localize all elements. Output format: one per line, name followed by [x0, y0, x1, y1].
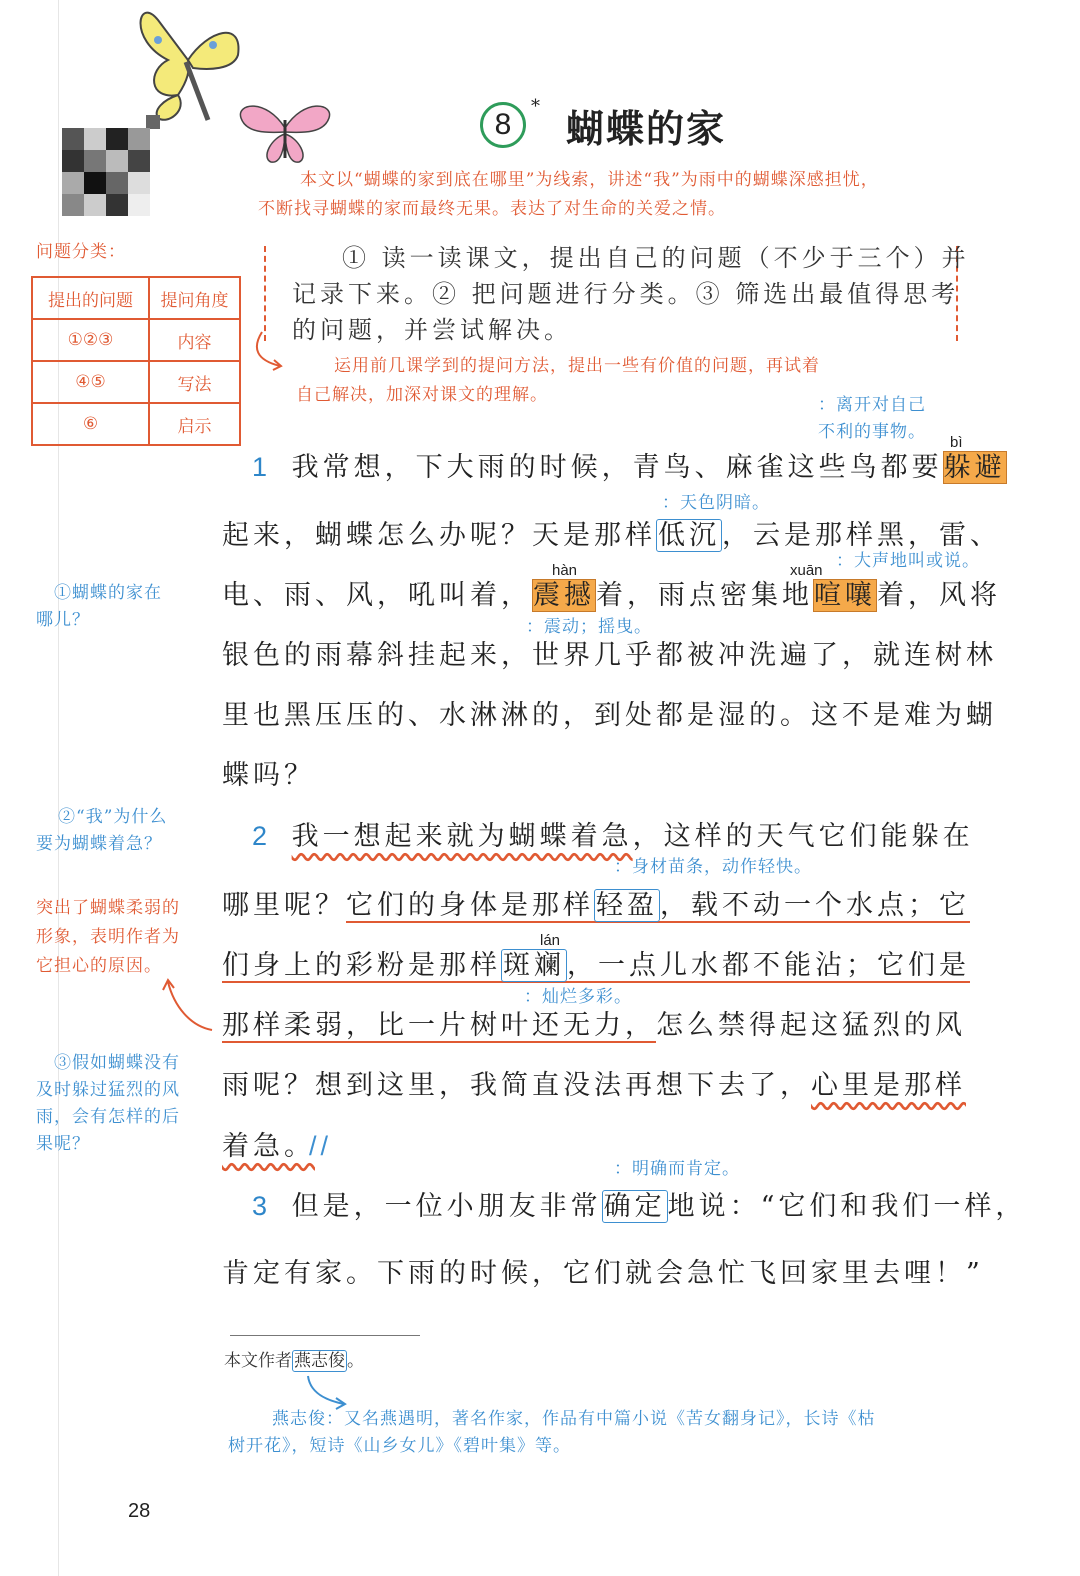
boxed-word: 确定 — [603, 1191, 666, 1222]
footnote — [224, 1346, 364, 1371]
margin-line — [58, 0, 59, 1576]
table-cell: ⑥ — [32, 403, 149, 445]
task-note-line: 自己解决，加深对课文的理解。 — [296, 385, 548, 405]
page-number: 28 — [128, 1500, 151, 1522]
lesson-number: 8 — [494, 108, 512, 141]
underlined-text — [222, 950, 970, 983]
page-title: 蝴蝶的家 — [566, 106, 727, 151]
author-note-line: 树开花》，短诗《山乡女儿》《碧叶集》等。 — [228, 1436, 571, 1456]
side-question-line: 果呢？ — [36, 1134, 90, 1154]
text-run: ，一点儿水都不能沾；它们是 — [567, 950, 970, 981]
section-mark: // — [309, 1131, 333, 1161]
gloss-xuanrang: ：大声地叫或说。 — [836, 551, 980, 571]
boxed-word: 斑斓 — [503, 950, 565, 981]
side-question-1 — [36, 580, 162, 634]
paragraph-number: 1 — [252, 452, 272, 482]
task-note — [296, 352, 820, 410]
table-header-cell: 提问角度 — [149, 277, 240, 319]
footnote-prefix: 本文作者 — [224, 1351, 292, 1371]
gloss-zhenhan: ：震动；摇曳。 — [526, 617, 652, 637]
text-run: 着，风将 — [877, 580, 1001, 611]
text-run: 但是，一位小朋友非常 — [291, 1191, 602, 1222]
table-cell: ④⑤ — [32, 361, 149, 403]
text-run: 地说：“它们和我们一样， — [667, 1191, 1027, 1222]
table-row — [32, 403, 240, 445]
paragraph-2-line — [222, 1056, 966, 1116]
author-note-line: 燕志俊：又名燕遇明，著名作家，作品有中篇小说《苦女翻身记》，长诗《枯 — [272, 1409, 876, 1429]
paragraph-2-line — [252, 806, 974, 867]
table-cell: 启示 — [149, 403, 240, 445]
question-classification-table — [31, 276, 241, 446]
paragraph-1-line: 银色的雨幕斜挂起来，世界几乎都被冲洗遍了，就连树林 — [222, 640, 997, 671]
text-run: ，云是那样黑，雷、 — [722, 520, 1001, 551]
table-caption: 问题分类： — [36, 242, 126, 262]
gloss-line: 不利的事物。 — [818, 422, 926, 442]
task-line: 的问题，并尝试解决。 — [292, 316, 572, 344]
table-row — [32, 319, 240, 361]
arrow-icon — [300, 1374, 350, 1410]
table-cell: 内容 — [149, 319, 240, 361]
paragraph-2-line — [222, 996, 966, 1056]
underlined-text: 那样柔弱，比一片树叶还无力， — [222, 1010, 656, 1041]
text-run: 们身上的彩粉是那样 — [222, 950, 501, 981]
pinyin-lan: lán — [540, 932, 561, 949]
side-note-red — [36, 894, 180, 981]
paragraph-1-line — [252, 437, 1007, 498]
footnote-suffix: 。 — [347, 1351, 364, 1371]
wavy-underlined-text: 着急。 — [222, 1131, 315, 1162]
text-run: 怎么禁得起这猛烈的风 — [656, 1010, 966, 1041]
side-question-line: 雨，会有怎样的后 — [36, 1107, 180, 1127]
paragraph-2-line — [222, 1116, 332, 1177]
side-question-line: ①蝴蝶的家在 — [54, 583, 162, 603]
side-note-line: 它担心的原因。 — [36, 956, 162, 976]
table-header-cell: 提出的问题 — [32, 277, 149, 319]
pinyin-xuan: xuān — [790, 562, 823, 579]
paragraph-3-line: 肯定有家。下雨的时候，它们就会急忙飞回家里去哩！” — [222, 1258, 984, 1289]
boxed-author: 燕志俊 — [294, 1351, 345, 1371]
task-note-line: 运用前几课学到的提问方法，提出一些有价值的问题，再试着 — [334, 356, 820, 376]
lesson-number-badge — [480, 102, 526, 148]
text-run: 雨呢？想到这里，我简直没法再想下去了， — [222, 1070, 811, 1101]
intro-note-line: 本文以“蝴蝶的家到底在哪里”为线索，讲述“我”为雨中的蝴蝶深感担忧， — [300, 170, 879, 190]
gloss-dichen: ：天色阴暗。 — [662, 493, 770, 513]
task-text — [292, 240, 970, 348]
paragraph-1-line: 蝶吗？ — [222, 760, 315, 791]
side-question-line: 及时躲过猛烈的风 — [36, 1080, 180, 1100]
task-line: 记录下来。② 把问题进行分类。③ 筛选出最值得思考 — [292, 280, 960, 308]
side-question-2 — [36, 804, 167, 858]
task-bracket-left — [264, 246, 266, 341]
paragraph-2-line — [222, 876, 970, 936]
boxed-word: 低沉 — [658, 520, 720, 551]
pinyin-han: hàn — [552, 562, 578, 579]
wavy-underlined-text: 心里是那样 — [811, 1070, 966, 1101]
side-question-3 — [36, 1050, 180, 1158]
side-note-line: 突出了蝴蝶柔弱的 — [36, 898, 180, 918]
wavy-underlined-text: 我一想起来就为蝴蝶着急 — [291, 821, 633, 852]
side-note-line: 形象，表明作者为 — [36, 927, 180, 947]
text-run: 电、雨、风，吼叫着， — [222, 580, 532, 611]
table-row — [32, 361, 240, 403]
pinyin-bi: bì — [950, 434, 963, 451]
gloss-qingying: ：身材苗条，动作轻快。 — [614, 857, 812, 877]
side-question-line: ②“我”为什么 — [58, 807, 168, 827]
side-question-line: ③假如蝴蝶没有 — [54, 1053, 180, 1073]
author-note — [228, 1406, 876, 1460]
boxed-word: 轻盈 — [596, 890, 658, 921]
arrow-icon — [160, 976, 216, 1034]
text-run: 它们的身体是那样 — [346, 890, 594, 921]
side-question-line: 要为蝴蝶着急？ — [36, 834, 162, 854]
paragraph-1-line: 里也黑压压的、水淋淋的，到处都是湿的。这不是难为蝴 — [222, 700, 997, 731]
gloss-queding: ：明确而肯定。 — [614, 1159, 740, 1179]
underlined-text — [346, 890, 970, 923]
highlighted-word: 躲避 — [943, 452, 1006, 483]
intro-note-line: 不断找寻蝴蝶的家而最终无果。表达了对生命的关爱之情。 — [258, 199, 726, 219]
highlighted-word: 喧嚷 — [814, 580, 876, 611]
task-line: ① 读一读课文，提出自己的问题（不少于三个）并 — [342, 244, 970, 272]
highlighted-word: 震撼 — [533, 580, 595, 611]
lesson-mark: * — [531, 96, 540, 117]
table-cell: ①②③ — [32, 319, 149, 361]
pink-butterfly-icon — [236, 98, 334, 166]
qr-code-blurred — [62, 128, 150, 216]
text-run: 我常想，下大雨的时候，青鸟、麻雀这些鸟都要 — [291, 452, 943, 483]
paragraph-3-line — [252, 1176, 1026, 1237]
footnote-rule — [230, 1335, 420, 1336]
text-run: 着，雨点密集地 — [596, 580, 813, 611]
text-run: 起来，蝴蝶怎么办呢？天是那样 — [222, 520, 656, 551]
intro-note — [258, 166, 879, 224]
text-run: ，载不动一个水点；它 — [660, 890, 970, 921]
arrow-icon — [250, 330, 286, 374]
paragraph-number: 2 — [252, 821, 272, 851]
text-run: 哪里呢？ — [222, 890, 346, 921]
gloss-line: ：离开对自己 — [818, 395, 926, 415]
text-run: ，这样的天气它们能躲在 — [632, 821, 974, 852]
gloss-banlan: ：灿烂多彩。 — [524, 987, 632, 1007]
yellow-butterfly-illustration — [128, 0, 248, 130]
side-question-line: 哪儿？ — [36, 610, 90, 630]
paragraph-number: 3 — [252, 1191, 272, 1221]
table-header-row — [32, 277, 240, 319]
table-cell: 写法 — [149, 361, 240, 403]
